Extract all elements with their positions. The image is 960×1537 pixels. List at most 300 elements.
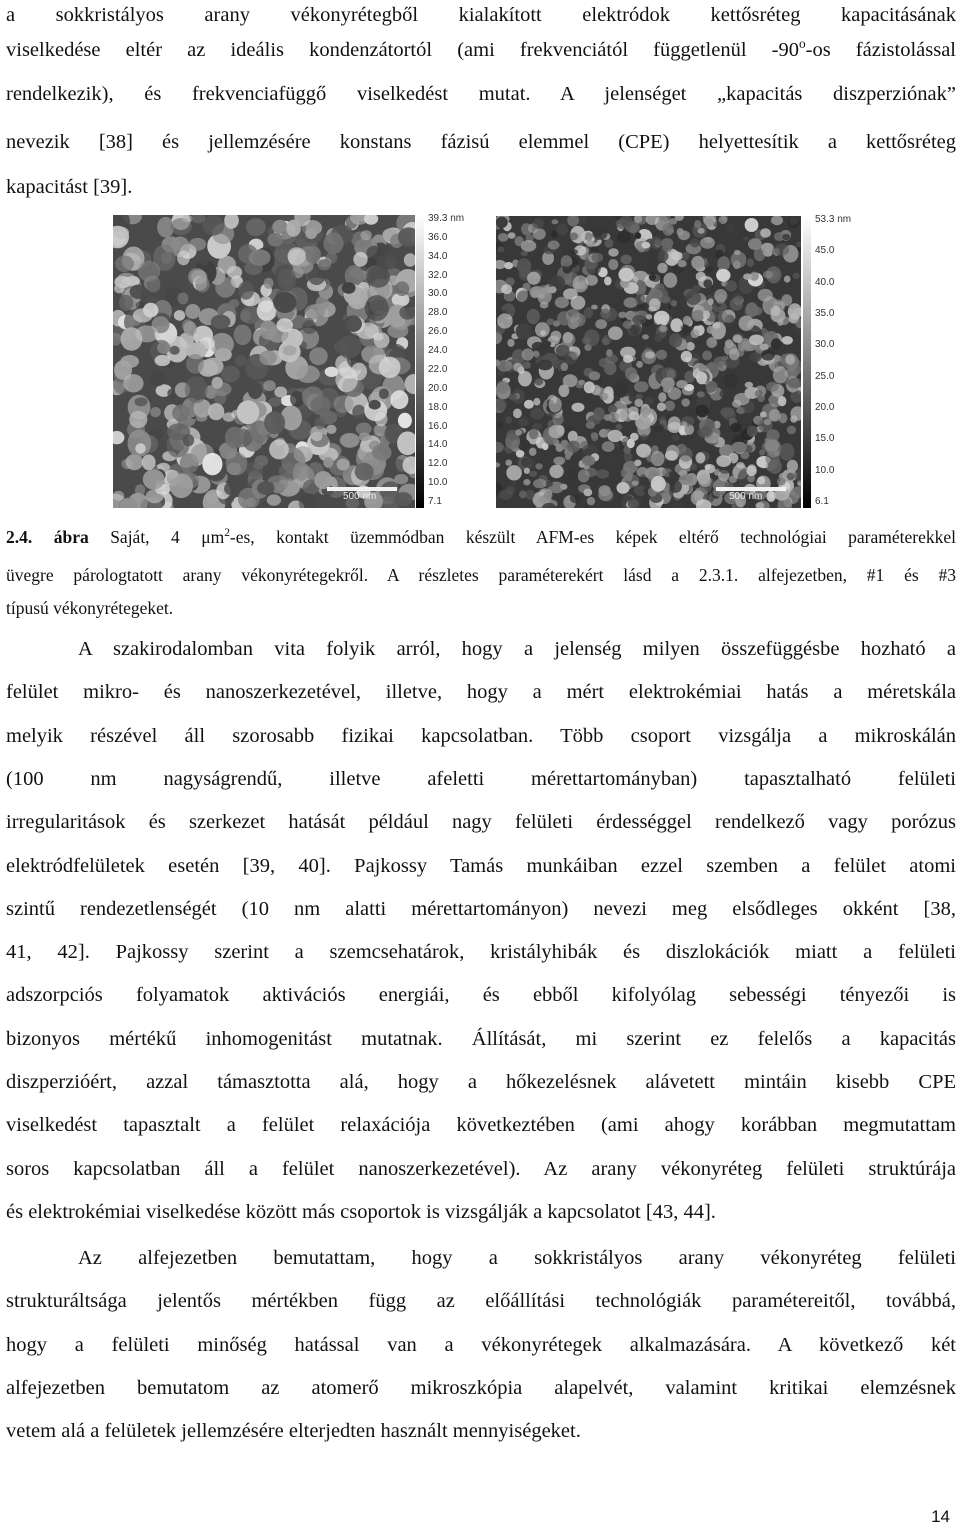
afm-grain [640,407,651,417]
afm-grain [745,302,758,317]
afm-grain [186,354,204,374]
afm-grain [591,305,598,310]
afm-grain [638,304,647,311]
afm-grain [373,333,384,341]
afm-grain [691,256,704,270]
colorbar-tick-label: 45.0 [815,245,835,257]
afm-grain [246,462,263,477]
afm-grain [760,411,767,418]
paragraph-line: a sokkristályos arany vékonyrétegből kialakított elektródok kettősréteg kapacitásának [6,4,956,26]
colorbar-left [416,215,424,508]
afm-grain [642,334,649,339]
afm-grain [592,228,607,240]
afm-grain [600,393,608,401]
afm-grain [516,450,525,458]
afm-grain [679,474,693,485]
afm-grain [627,439,635,448]
afm-grain [676,380,688,388]
afm-grain [634,381,649,392]
afm-grain [533,398,540,406]
afm-grain [654,426,662,432]
afm-grain [788,216,799,228]
colorbar-tick-label: 35.0 [815,308,835,319]
afm-grain [759,343,769,350]
afm-grain [353,252,367,267]
afm-grain [785,354,795,364]
afm-grain [669,471,678,477]
afm-grain [529,429,539,439]
afm-grain [508,232,516,239]
paragraph-line: rendelkezik), és frekvenciafüggő viselkedést mutat. A jelenséget „kapacitás diszperziónak” [6,83,956,105]
afm-grain [337,335,361,358]
paragraph-line: viselkedést tapasztalt a felület relaxációja következtében (ami ahogy korábban megmutattam [6,1114,956,1137]
afm-grain [787,426,796,435]
afm-grain [115,255,134,272]
colorbar-tick-label: 12.0 [428,458,448,470]
afm-grain [705,464,711,470]
afm-grain [657,263,667,274]
afm-grain [142,454,156,470]
afm-grain [657,402,666,411]
paragraph-line: 41, 42]. Pajkossy szerint a szemcsehatárok, kristályhibák és diszlokációk miatt a felületi [6,941,956,964]
afm-grain [698,228,705,234]
colorbar-tick-label: 14.0 [428,439,448,451]
afm-grain [623,320,632,328]
afm-grain [191,270,207,284]
afm-grain [234,325,252,346]
scale-bar-label: 500 nm [343,491,377,502]
afm-grain [549,397,562,413]
afm-grain [257,481,275,494]
afm-grain [563,332,574,343]
afm-grain [682,325,690,335]
afm-grain [777,478,786,486]
afm-grain [608,326,623,340]
afm-grain [624,472,632,481]
afm-grain [138,261,161,282]
afm-grain [305,228,317,239]
afm-grain [552,413,563,425]
afm-grain [512,389,525,404]
afm-grain [311,432,322,442]
afm-grain [716,455,731,467]
afm-grain [654,311,670,325]
afm-grain [249,249,271,266]
afm-grain [202,453,222,475]
afm-grain [743,236,749,240]
afm-grain [515,429,522,435]
afm-grain [527,272,541,285]
afm-grain [519,490,527,498]
afm-grain [114,227,129,239]
afm-grain [184,321,197,336]
afm-grain [716,269,730,282]
afm-grain [725,339,733,348]
afm-grain [765,440,779,452]
afm-grain [698,475,711,487]
afm-grain [286,220,301,237]
afm-grain [690,238,700,247]
afm-grain [260,320,277,339]
afm-grain [777,319,783,326]
colorbar-tick-label: 30.0 [815,339,835,351]
figure-caption-line [6,524,956,550]
afm-grain [743,273,752,280]
afm-grain [337,459,350,471]
afm-grain [129,411,147,428]
afm-grain [692,310,704,322]
afm-grain [206,493,217,505]
afm-grain [665,450,678,460]
afm-grain [642,242,651,249]
afm-grain [679,435,690,444]
afm-grain [379,389,389,400]
afm-grain [566,469,578,482]
afm-grain [617,482,630,494]
afm-grain [535,463,542,469]
afm-grain [645,397,654,405]
afm-grain [517,290,530,303]
afm-grain [618,312,626,319]
colorbar-tick-label: 36.0 [428,231,448,243]
afm-grain [325,367,339,377]
afm-grain [135,484,145,495]
afm-grain [658,251,669,262]
afm-grain [515,236,524,246]
paragraph-line: szintű rendezetlenségét (10 nm alatti mérettartományon) nevezi meg elsődleges okként [38, [6,897,956,920]
afm-grain [768,461,778,469]
afm-grain [305,246,321,264]
afm-grain [394,474,408,484]
afm-grain [635,294,645,305]
afm-grain [355,463,374,481]
afm-grain [605,354,618,363]
afm-grain [656,350,667,360]
paragraph-line: felület mikro- és nanoszerkezetével, illetve, hogy a mért elektrokémiai hatás a méretskála [6,681,956,704]
afm-grain [705,266,713,273]
paragraph-line: adszorpciós folyamatok aktivációs energiái, és ebből kifolyólag sebességi tényezői is [6,984,956,1007]
afm-grain [570,494,581,504]
afm-grain [632,481,639,486]
paragraph-line: kapacitást [39]. [6,176,133,198]
colorbar-tick-label: 20.0 [815,402,835,413]
afm-grain [671,251,683,260]
afm-grain [510,481,516,488]
paragraph-line: hogy a felületi minőség hatással van a vékonyrétegek alkalmazására. A következő két [6,1333,956,1356]
afm-grain [651,476,666,492]
afm-grain [516,323,532,340]
afm-grain [545,341,551,346]
afm-grain [608,248,618,256]
afm-texture-right [496,216,801,508]
afm-grain [769,409,781,422]
afm-grain [579,280,587,289]
afm-grain [706,337,717,348]
afm-grain [177,251,190,266]
afm-grain [235,355,246,367]
afm-grain [238,281,254,300]
afm-grain [189,238,206,251]
afm-grain [523,283,531,292]
afm-grain [698,427,713,438]
afm-grain [268,397,281,406]
afm-grain [185,304,200,319]
afm-grain [264,411,285,434]
afm-grain [248,382,263,399]
afm-grain [283,345,297,355]
afm-grain [679,278,690,286]
afm-grain [323,457,333,468]
afm-grain [723,374,738,389]
afm-grain [681,421,687,427]
afm-grain [342,282,356,294]
afm-grain [773,366,788,383]
afm-grain [584,329,600,346]
afm-grain [221,366,240,383]
afm-grain [766,382,779,392]
paragraph-line: elektródfelületek esetén [39, 40]. Pajkossy Tamás munkáiban ezzel szemben a felület atomi [6,854,956,877]
afm-grain [726,224,735,233]
afm-grain [604,276,612,285]
afm-grain [167,470,179,479]
afm-grain [522,348,534,360]
afm-grain [604,239,613,248]
afm-grain [561,363,569,372]
afm-grain [768,396,778,403]
paragraph-line: melyik részével áll szorosabb fizikai kapcsolatban. Több csoport vizsgálja a mikroskálán [6,724,956,747]
afm-grain [548,425,564,438]
colorbar-tick-label: 26.0 [428,326,448,338]
afm-grain [555,373,563,379]
afm-grain [662,223,673,236]
afm-grain [540,330,546,336]
afm-grain [629,394,636,402]
colorbar-tick-label: 16.0 [428,420,448,432]
afm-grain [763,271,773,279]
afm-grain [678,260,687,267]
afm-grain [119,295,133,311]
afm-grain [123,374,143,392]
afm-grain [617,231,631,243]
afm-grain [578,380,585,385]
afm-grain [556,344,570,357]
afm-image-right [496,216,801,508]
paragraph-line: vetem alá a felületek jellemzésére elterjedten használt mennyiségeket. [6,1420,581,1443]
afm-grain [704,237,712,243]
afm-grain [624,452,633,462]
afm-grain [761,350,775,361]
afm-grain [697,391,705,397]
afm-grain [749,335,764,346]
afm-grain [293,462,309,481]
afm-grain [223,412,235,421]
afm-grain [660,420,667,425]
paragraph-line: irregularitások és szerkezet hatását például nagy felületi érdességgel rendelkező vagy porózus [6,811,956,834]
afm-grain [567,441,581,453]
colorbar-tick-label: 20.0 [428,382,448,394]
afm-grain [372,444,392,461]
afm-grain [497,381,510,394]
afm-grain [686,290,701,305]
afm-grain [582,456,595,466]
afm-grain [632,315,646,325]
afm-grain [269,439,289,459]
afm-grain [273,292,296,313]
afm-grain [507,339,514,347]
afm-grain [498,233,509,242]
afm-grain [571,352,579,361]
afm-grain [758,289,773,302]
afm-grain [533,218,544,229]
afm-grain [513,363,523,372]
afm-grain [584,307,593,318]
afm-grain [569,232,578,240]
afm-grain [679,447,693,461]
afm-grain [552,219,559,224]
afm-grain [172,405,189,421]
afm-grain [135,443,146,453]
afm-grain [600,309,611,319]
afm-grain [218,256,236,274]
afm-grain [733,335,743,343]
figure-number: 2.4. ábra [6,527,89,547]
afm-grain [532,342,544,351]
afm-grain [182,215,193,223]
afm-grain [267,494,281,505]
afm-grain [390,390,408,409]
colorbar-tick-label: 18.0 [428,401,448,413]
afm-grain [135,325,159,342]
afm-grain [367,246,382,260]
afm-grain [146,490,164,504]
afm-grain [505,416,512,424]
paragraph-line: alfejezetben bemutatom az atomerő mikroszkópia alapelvét, valamint kritikai elemzésnek [6,1376,956,1399]
afm-grain [367,267,390,288]
text-span: viselkedése eltér az ideális kondenzátortól (ami frekvenciától függetlenül -90 [6,39,799,61]
afm-grain [787,473,795,481]
afm-grain [178,292,189,304]
afm-grain [379,357,401,378]
afm-grain [288,247,306,265]
figure-caption-line: üvegre párologtatott arany vékonyrétegekről. A részletes paraméterekért lásd a 2.3.1. alfejezetben, #1 és #3 [6,565,956,585]
afm-grain [525,458,536,469]
afm-grain [565,454,571,460]
afm-grain [369,400,381,410]
afm-grain [498,490,512,500]
afm-grain [555,297,569,308]
afm-grain [628,411,639,420]
afm-grain [326,425,336,434]
afm-grain [670,318,683,332]
afm-grain [526,490,535,500]
afm-grain [246,218,266,236]
afm-grain [664,401,675,411]
paragraph-line [6,35,956,65]
afm-grain [703,311,710,320]
colorbar-tick-label: 25.0 [815,370,835,382]
afm-grain [529,471,537,477]
afm-grain [352,405,365,419]
afm-grain [707,326,714,334]
afm-grain [760,228,771,237]
afm-grain [276,318,293,332]
afm-grain [658,392,666,402]
afm-grain [696,372,707,385]
afm-grain [731,423,742,433]
afm-grain [501,284,512,294]
afm-grain [793,273,800,280]
afm-grain [150,407,161,417]
afm-grain [729,348,739,360]
afm-grain [155,355,171,366]
afm-grain [635,394,642,399]
afm-grain [344,315,362,332]
afm-grain [520,416,529,422]
paragraph-line: (100 nm nagyságrendű, illetve afeletti mérettartományban) tapasztalható felületi [6,767,956,790]
afm-grain [212,377,223,389]
afm-grain [668,387,682,399]
afm-grain [259,351,276,366]
afm-grain [678,231,690,241]
colorbar-tick-label: 7.1 [428,496,442,507]
afm-grain [114,284,125,294]
afm-grain [730,298,743,311]
paragraph-line: A szakirodalomban vita folyik arról, hogy a jelenség milyen összefüggésbe hozható a [78,638,956,660]
afm-grain [208,403,224,420]
afm-grain [778,396,787,406]
afm-grain [540,302,549,309]
afm-grain [668,422,682,433]
afm-grain [660,324,667,331]
afm-grain [691,329,700,338]
afm-grain [359,432,370,441]
paragraph-line: nevezik [38] és jellemzésére konstans fázisú elemmel (CPE) helyettesítik a kettősréteg [6,131,956,153]
afm-grain [524,400,534,409]
paragraph-line: soros kapcsolatban áll a felület nanoszerkezetével). Az arany vékonyréteg felületi struktúrája [6,1157,956,1180]
text-span: Saját, 4 μm [110,527,225,547]
afm-grain [203,358,224,376]
afm-grain [547,318,555,325]
afm-grain [229,299,239,308]
degree-superscript: o [798,36,806,52]
paragraph-line: és elektrokémiai viselkedése között más csoportok is vizsgálják a kapcsolatot [43, 44]. [6,1200,716,1223]
afm-grain [694,220,701,228]
colorbar-tick-label: 22.0 [428,363,448,375]
text-span: -os fázistolással [805,39,956,61]
afm-grain [646,314,652,320]
afm-grain [608,259,618,270]
colorbar-tick-label: 28.0 [428,307,448,319]
afm-grain [264,278,274,289]
afm-grain [787,460,798,472]
afm-grain [602,441,615,452]
colorbar-tick-label: 32.0 [428,269,448,281]
afm-grain [745,218,759,232]
text-span: -es, kontakt üzemmódban készült AFM-es képek eltérő technológiai paraméterekkel [229,527,957,547]
afm-grain [747,426,758,437]
afm-grain [513,409,522,419]
afm-grain [739,316,755,331]
afm-grain [722,356,728,360]
afm-grain [496,217,508,228]
colorbar-tick-label: 15.0 [815,433,835,445]
afm-grain [719,390,726,397]
afm-grain [696,452,706,463]
afm-grain [385,256,396,269]
afm-grain [696,405,709,418]
afm-grain [561,255,572,266]
afm-grain [771,305,781,316]
